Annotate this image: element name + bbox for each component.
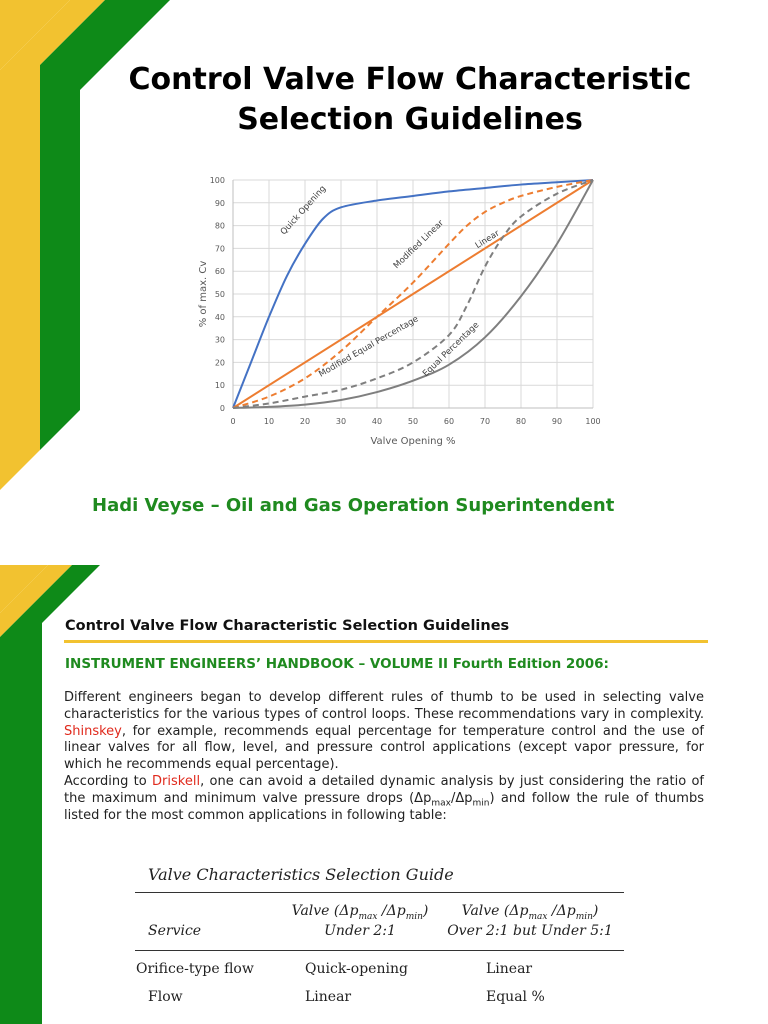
green-band-2b: [0, 645, 42, 1024]
series-label-quick-opening: Quick Opening: [278, 183, 329, 238]
row-1-over2: Linear: [486, 961, 533, 977]
flow-characteristic-chart: [190, 170, 610, 450]
title-line-1: Control Valve Flow Characteristic: [128, 62, 692, 97]
series-label-modified-equal-percentage: Modified Equal Percentage: [317, 314, 421, 380]
body-text: [64, 690, 704, 824]
p1-text-b: , for example, recommends equal percentage for temperature control and the use of linear valves for all flow, level, and pressure control applications (except vapor pressure, for which he recommends equal percentage).: [64, 723, 704, 773]
y-tick-label: 10: [214, 381, 225, 391]
x-tick-label: 50: [407, 417, 419, 426]
section-title: Control Valve Flow Characteristic Selection Guidelines: [65, 618, 510, 634]
x-tick-label: 0: [230, 417, 236, 426]
row-2-over2: Equal %: [486, 989, 545, 1005]
p2-text-a: According to: [64, 773, 153, 789]
paragraph-1: [64, 690, 704, 774]
p2-slash: /Δp: [450, 790, 473, 806]
y-tick-label: 30: [214, 335, 225, 345]
row-1-under2: Quick-opening: [305, 961, 408, 977]
table-caption: Valve Characteristics Selection Guide: [148, 865, 454, 884]
title-line-2: Selection Guidelines: [237, 102, 583, 137]
row-2-service: Flow: [148, 989, 183, 1005]
paragraph-2: [64, 774, 704, 824]
y-tick-label: 0: [219, 404, 225, 413]
y-tick-label: 40: [214, 312, 225, 322]
page-title: [70, 60, 750, 140]
y-tick-label: 100: [209, 176, 225, 185]
shinskey-name: Shinskey: [64, 723, 122, 739]
header-col2-line2: Under 2:1: [324, 923, 396, 939]
y-tick-label: 20: [214, 358, 225, 368]
x-tick-label: 100: [585, 417, 601, 426]
row-1-service: Orifice-type flow: [136, 961, 254, 977]
table-header-rule: [135, 950, 624, 951]
x-tick-label: 90: [551, 417, 563, 426]
header-col2-line1: Valve ($\Delta p_{max}$ $/\Delta p_{min}$): [291, 903, 429, 922]
header-col3-line1: Valve ($\Delta p_{max}$ $/\Delta p_{min}$): [461, 903, 599, 922]
y-tick-label: 60: [214, 267, 225, 277]
x-tick-label: 60: [443, 417, 455, 426]
p2-text-c: ) and follow the rule of thumbs listed for the most common applications in following table:: [64, 790, 704, 823]
driskell-name: Driskell: [152, 773, 201, 789]
author-line: Hadi Veyse – Oil and Gas Operation Superintendent: [92, 495, 615, 516]
sub-min: min: [472, 798, 490, 809]
handbook-subtitle: INSTRUMENT ENGINEERS’ HANDBOOK – VOLUME II Fourth Edition 2006:: [65, 656, 609, 672]
y-tick-label: 70: [214, 244, 225, 254]
header-col3-line2: Over 2:1 but Under 5:1: [447, 923, 613, 939]
x-tick-label: 40: [371, 417, 383, 426]
table-top-rule: [135, 892, 624, 893]
y-tick-label: 90: [214, 198, 225, 208]
x-tick-label: 10: [263, 417, 275, 426]
sub-max: max: [431, 798, 451, 809]
x-tick-label: 20: [299, 417, 311, 426]
series-label-equal-percentage: Equal Percentage: [421, 320, 482, 379]
p1-text-a: Different engineers began to develop different rules of thumb to be used in selecting valve characteristics for the various types of control loops. These recommendations vary in complexity.: [64, 690, 704, 722]
row-2-under2: Linear: [305, 989, 352, 1005]
x-tick-label: 30: [335, 417, 347, 426]
header-service: Service: [148, 923, 202, 939]
title-underline: [64, 640, 708, 643]
y-axis-label: % of max. Cv: [198, 260, 209, 328]
y-tick-label: 80: [214, 221, 225, 231]
x-tick-label: 70: [479, 417, 491, 426]
p2-text-b: , one can avoid a detailed dynamic analysis by just considering the ratio of the maximum and minimum valve pressure drops (Δp: [64, 773, 705, 806]
series-label-modified-linear: Modified Linear: [391, 218, 446, 271]
x-axis-label: Valve Opening %: [370, 436, 456, 447]
series-label-linear: Linear: [473, 228, 502, 252]
y-tick-label: 50: [214, 290, 225, 299]
x-tick-label: 80: [515, 417, 527, 426]
